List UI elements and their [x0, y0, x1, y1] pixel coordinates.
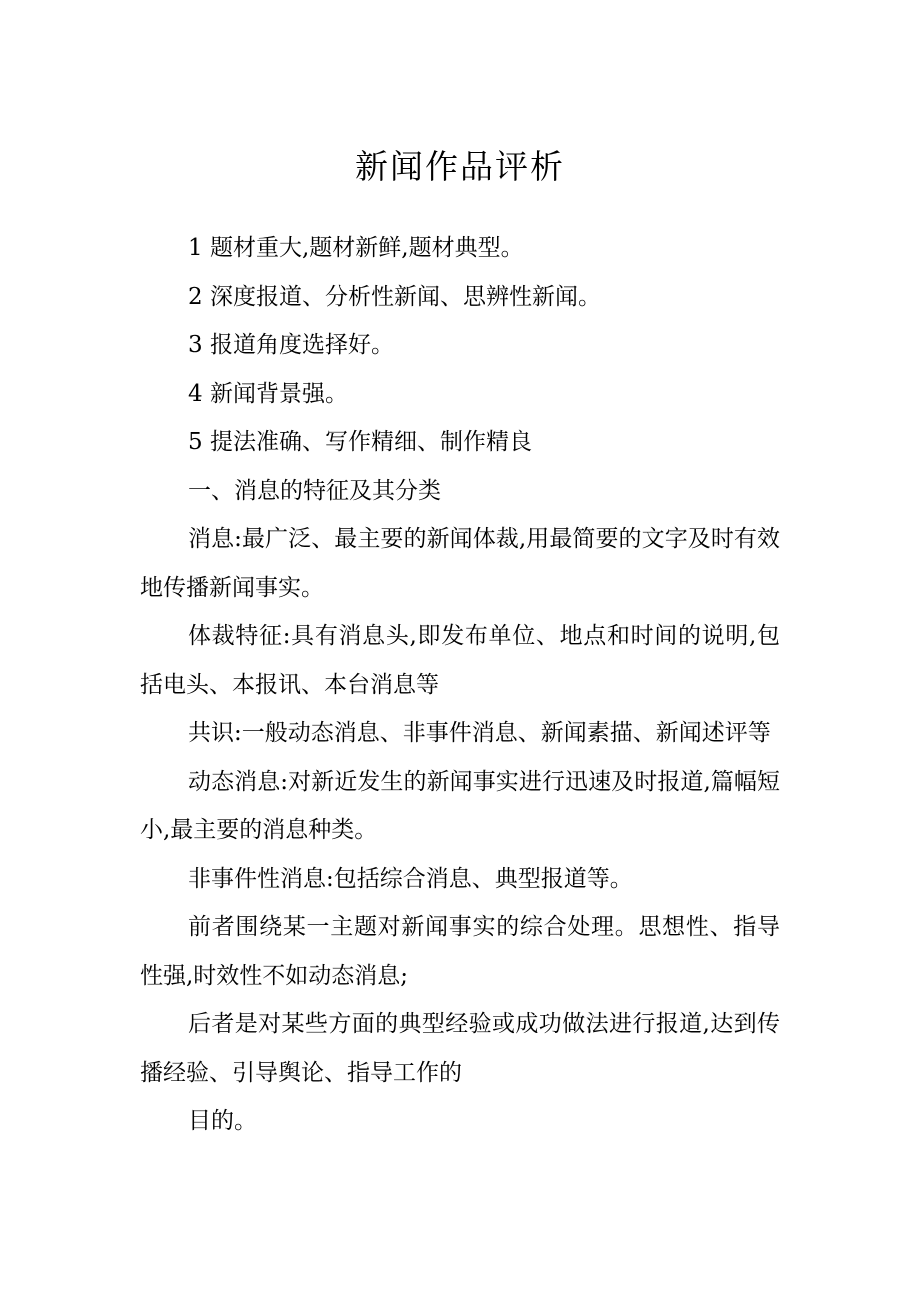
document-title: 新闻作品评析: [355, 147, 565, 186]
document-body: [140, 224, 780, 1146]
paragraph-5: 5 提法准确、写作精细、制作精良: [188, 429, 532, 455]
paragraph-definition: 消息:最广泛、最主要的新闻体裁,用最简要的文字及时有效地传播新闻事实。: [140, 526, 780, 601]
paragraph-purpose: 目的。: [188, 1108, 257, 1134]
paragraph-former: 前者围绕某一主题对新闻事实的综合处理。思想性、指导性强,时效性不如动态消息;: [140, 914, 780, 989]
paragraph-consensus: 共识:一般动态消息、非事件消息、新闻素描、新闻述评等: [188, 720, 771, 746]
paragraph-1: 1 题材重大,题材新鲜,题材典型。: [188, 235, 524, 261]
paragraph-features: 体裁特征:具有消息头,即发布单位、地点和时间的说明,包括电头、本报讯、本台消息等: [140, 623, 780, 698]
paragraph-latter: 后者是对某些方面的典型经验或成功做法进行报道,达到传播经验、引导舆论、指导工作的: [140, 1011, 780, 1086]
paragraph-2: 2 深度报道、分析性新闻、思辨性新闻。: [188, 283, 601, 310]
section-heading: 一、消息的特征及其分类: [188, 477, 441, 504]
paragraph-4: 4 新闻背景强。: [188, 380, 348, 407]
paragraph-non-event-news: 非事件性消息:包括综合消息、典型报道等。: [188, 865, 633, 892]
paragraph-3: 3 报道角度选择好。: [188, 332, 394, 358]
paragraph-dynamic-news: 动态消息:对新近发生的新闻事实进行迅速及时报道,篇幅短小,最主要的消息种类。: [140, 768, 780, 843]
